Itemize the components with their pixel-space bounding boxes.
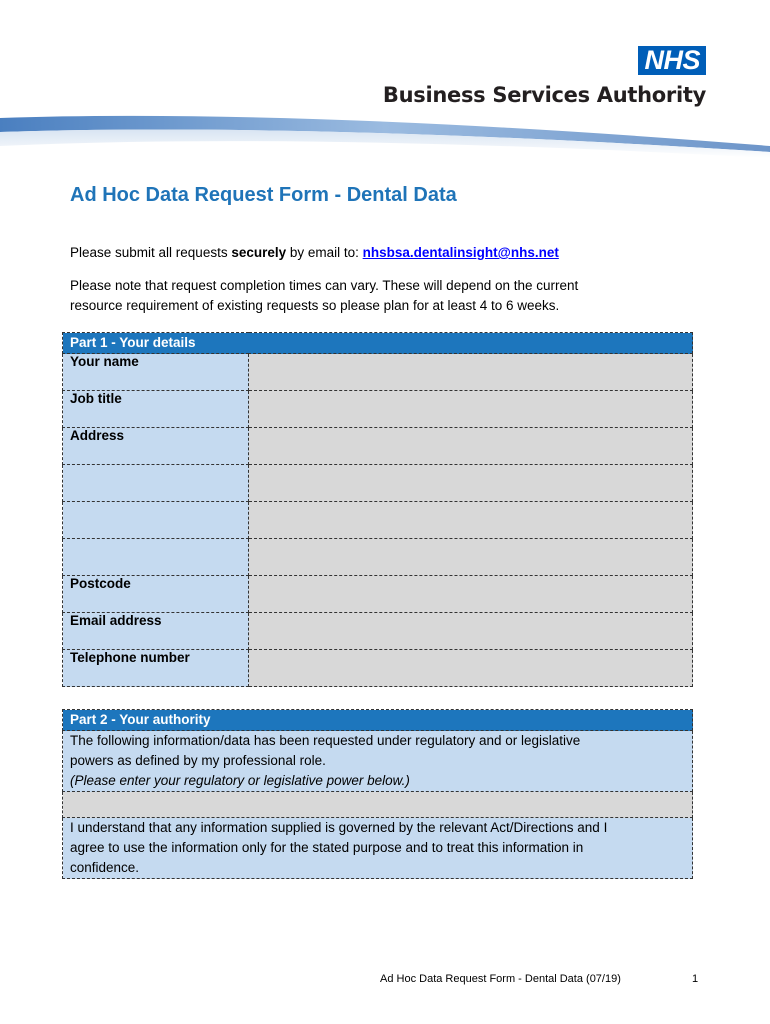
authority-hint: (Please enter your regulatory or legislative power below.) [70,773,410,788]
footer-page-number: 1 [692,973,699,985]
agreement-statement: I understand that any information supplied is governed by the relevant Act/Directions and I agree to use the information only for the stated purpose and to treat this information in confidence. [63,818,693,879]
address-label-blank [63,502,249,539]
job-title-field[interactable] [249,391,693,428]
header-swoosh [0,108,770,168]
postcode-label: Postcode [63,576,249,613]
postcode-field[interactable] [249,576,693,613]
address-field-line-2[interactable] [249,465,693,502]
address-label-blank [63,465,249,502]
submit-instructions: Please submit all requests securely by email to: nhsbsa.dentalinsight@nhs.net [70,245,559,260]
completion-note: Please note that request completion times can vary. These will depend on the current resource requirement of existing requests so please plan for at least 4 to 6 weeks. [70,278,579,313]
authority-power-field[interactable] [63,792,693,818]
address-label-blank [63,539,249,576]
name-field[interactable] [249,354,693,391]
footer-doc-title: Ad Hoc Data Request Form - Dental Data (07/19) [380,973,621,985]
email-address-field[interactable] [249,613,693,650]
email-address-label: Email address [63,613,249,650]
part1-header: Part 1 - Your details [63,333,693,354]
address-label: Address [63,428,249,465]
part2-table [62,709,693,879]
telephone-label: Telephone number [63,650,249,687]
nhs-logo-badge: NHS [638,46,706,75]
page-title: Ad Hoc Data Request Form - Dental Data [70,184,457,206]
authority-statement: The following information/data has been requested under regulatory and or legislative powers as defined by my professional role. (Please enter your regulatory or legislative power below.) [63,731,693,792]
address-field-line-3[interactable] [249,502,693,539]
organisation-name: Business Services Authority [382,83,706,107]
nhsbsa-logo [383,46,706,107]
telephone-field[interactable] [249,650,693,687]
email-link[interactable]: nhsbsa.dentalinsight@nhs.net [362,245,559,260]
part1-table [62,332,693,687]
name-label: Your name [63,354,249,391]
job-title-label: Job title [63,391,249,428]
address-field-line-4[interactable] [249,539,693,576]
address-field-line-1[interactable] [249,428,693,465]
part2-header: Part 2 - Your authority [63,710,693,731]
